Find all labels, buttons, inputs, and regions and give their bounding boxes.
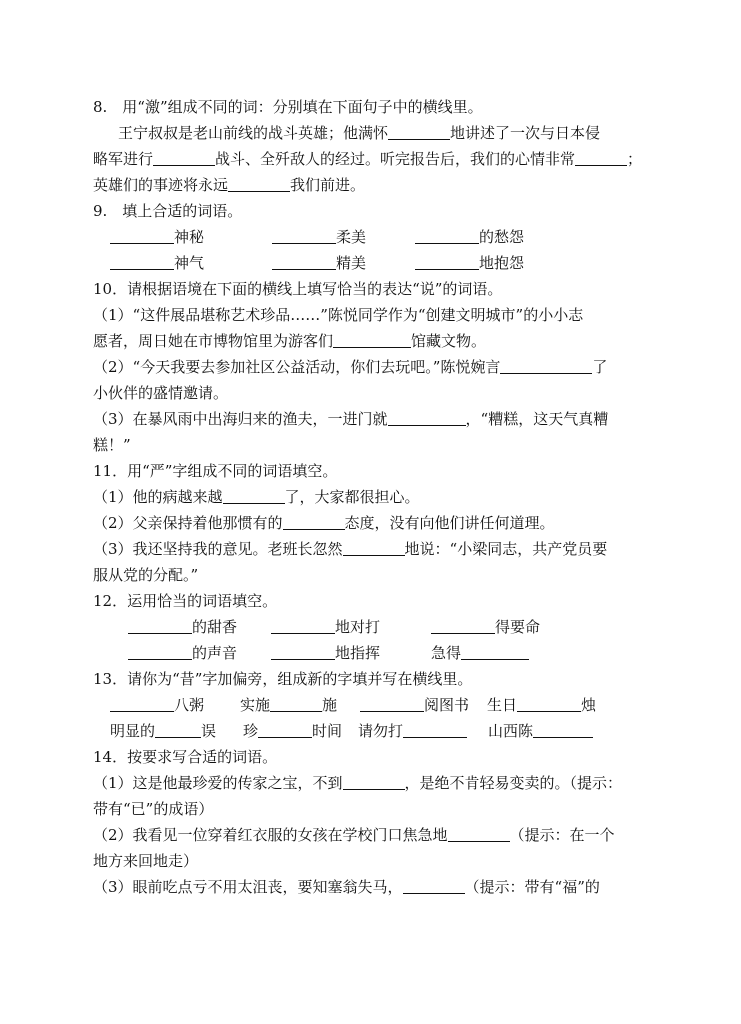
q13-row-2: 明显的 误 珍 时间 请勿打 山西陈 [110, 718, 650, 744]
q11-title: 11．用“严”字组成不同的词语填空。 [93, 462, 338, 480]
q13-row-1: 八粥 实施 施 阅图书 生日 烛 [110, 692, 650, 718]
answer-blank[interactable] [271, 642, 335, 660]
q9-title: 9. 填上合适的词语。 [93, 202, 243, 220]
answer-blank[interactable] [153, 148, 215, 166]
answer-blank[interactable] [128, 616, 192, 634]
answer-blank[interactable] [500, 356, 592, 374]
q14-item-2: （2）我看见一位穿着红衣服的女孩在学校门口焦急地 （提示：在一个 [93, 826, 615, 844]
q14-item-2-cont: 地方来回地走） [93, 852, 199, 870]
q12-row-2: 的声音 地指挥 急得 [128, 640, 648, 666]
answer-blank[interactable] [415, 252, 479, 270]
q10-item-1-cont: 愿者，周日她在市博物馆里为游客们 馆藏文物。 [93, 332, 487, 350]
q12-title: 12．运用恰当的词语填空。 [93, 592, 278, 610]
answer-blank[interactable] [461, 642, 529, 660]
answer-blank[interactable] [272, 226, 336, 244]
answer-blank[interactable] [228, 174, 290, 192]
answer-blank[interactable] [258, 720, 312, 738]
answer-blank[interactable] [431, 616, 495, 634]
q13-title: 13．请你为“昔”字加偏旁，组成新的字填并写在横线里。 [93, 670, 473, 688]
q12-row-1: 的甜香 地对打 得要命 [128, 614, 648, 640]
q11-item-3-cont: 服从党的分配。” [93, 566, 199, 584]
answer-blank[interactable] [343, 538, 405, 556]
q10-item-2: （2）“今天我要去参加社区公益活动，你们去玩吧。”陈悦婉言 了 [93, 358, 608, 376]
answer-blank[interactable] [270, 694, 322, 712]
q10-item-2-cont: 小伙伴的盛情邀请。 [93, 384, 229, 402]
q10-item-1: （1）“这件展品堪称艺术珍品……”陈悦同学作为“创建文明城市”的小小志 [93, 306, 584, 324]
answer-blank[interactable] [415, 226, 479, 244]
answer-blank[interactable] [128, 642, 192, 660]
q14-item-1: （1）这是他最珍爱的传家之宝，不到 ，是绝不肯轻易变卖的。（提示： [93, 774, 623, 792]
answer-blank[interactable] [272, 252, 336, 270]
q8-line-1: 王宁叔叔是老山前线的战斗英雄；他满怀 地讲述了一次与日本侵 [118, 124, 601, 142]
q11-item-2: （2）父亲保持着他那惯有的 态度，没有向他们讲任何道理。 [93, 514, 555, 532]
answer-blank[interactable] [110, 694, 174, 712]
q10-item-3-cont: 糕！” [93, 436, 131, 454]
q14-title: 14．按要求写合适的词语。 [93, 748, 278, 766]
q10-item-3: （3）在暴风雨中出海归来的渔夫，一进门就 ，“糟糕，这天气真糟 [93, 410, 609, 428]
answer-blank[interactable] [360, 694, 424, 712]
q9-row-2: 神气 精美 地抱怨 [110, 250, 650, 276]
answer-blank[interactable] [575, 148, 627, 166]
answer-blank[interactable] [333, 330, 411, 348]
q11-item-3: （3）我还坚持我的意见。老班长忽然 地说：“小梁同志，共产党员要 [93, 540, 608, 558]
answer-blank[interactable] [533, 720, 593, 738]
q10-title: 10．请根据语境在下面的横线上填写恰当的表达“说”的词语。 [93, 280, 503, 298]
q8-title: 8. 用“激”组成不同的词：分别填在下面句子中的横线里。 [93, 98, 483, 116]
q8-line-3: 英雄们的事迹将永远 我们前进。 [93, 176, 366, 194]
answer-blank[interactable] [110, 252, 174, 270]
answer-blank[interactable] [448, 824, 510, 842]
answer-blank[interactable] [403, 720, 467, 738]
answer-blank[interactable] [343, 772, 405, 790]
answer-blank[interactable] [403, 876, 465, 894]
answer-blank[interactable] [388, 122, 450, 140]
answer-blank[interactable] [388, 408, 466, 426]
answer-blank[interactable] [283, 512, 345, 530]
answer-blank[interactable] [110, 226, 174, 244]
q14-item-3: （3）眼前吃点亏不用太沮丧，要知塞翁失马， （提示：带有“福”的 [93, 878, 600, 896]
answer-blank[interactable] [155, 720, 201, 738]
q14-item-1-cont: 带有“已”的成语） [93, 800, 214, 818]
answer-blank[interactable] [271, 616, 335, 634]
answer-blank[interactable] [223, 486, 285, 504]
answer-blank[interactable] [517, 694, 581, 712]
q9-row-1: 神秘 柔美 的愁怨 [110, 224, 650, 250]
q8-line-2: 略军进行 战斗、全歼敌人的经过。听完报告后，我们的心情非常 ； [93, 150, 643, 168]
q11-item-1: （1）他的病越来越 了，大家都很担心。 [93, 488, 420, 506]
